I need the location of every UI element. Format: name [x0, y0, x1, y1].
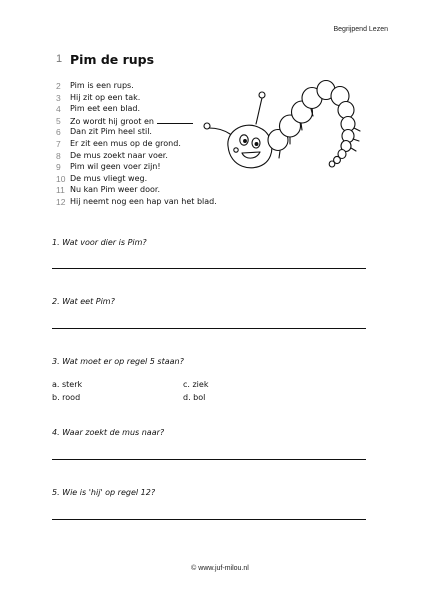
- answer-line-5[interactable]: [52, 519, 366, 520]
- option-d[interactable]: d. bol: [183, 393, 206, 402]
- answer-line-2[interactable]: [52, 328, 366, 329]
- question-3: 3. Wat moet er op regel 5 staan?: [52, 357, 184, 366]
- line-number: 3: [56, 92, 61, 103]
- question-4: 4. Waar zoekt de mus naar?: [52, 428, 165, 437]
- story-title: Pim de rups: [70, 52, 155, 67]
- question-5: 5. Wie is 'hij' op regel 12?: [52, 488, 156, 497]
- line-text: Pim is een rups.: [70, 81, 134, 90]
- option-a[interactable]: a. sterk: [52, 380, 83, 389]
- answer-line-4[interactable]: [52, 459, 366, 460]
- line-number: 8: [56, 150, 61, 161]
- option-b[interactable]: b. rood: [52, 393, 81, 402]
- story-line: [56, 197, 266, 209]
- line-text: De mus vliegt weg.: [70, 173, 148, 183]
- fill-in-blank: [157, 116, 193, 124]
- option-c[interactable]: c. ziek: [183, 380, 209, 389]
- line-text-with-blank: [70, 116, 193, 126]
- line-text: Er zit een mus op de grond.: [70, 138, 181, 148]
- question-1: 1. Wat voor dier is Pim?: [52, 238, 147, 247]
- line-number: 5: [56, 115, 61, 126]
- line-number: 12: [56, 196, 66, 207]
- title-line-number: 1: [56, 53, 63, 65]
- line-number: 11: [56, 185, 65, 196]
- footer-copyright: © www.juf-milou.nl: [191, 565, 249, 572]
- story-line: [56, 185, 266, 197]
- answer-line-1[interactable]: [52, 268, 366, 269]
- line-number: 6: [56, 127, 61, 138]
- caterpillar-illustration-icon: [200, 76, 375, 186]
- line-text: Pim wil geen voer zijn!: [70, 162, 161, 172]
- line-text: Hij neemt nog een hap van het blad.: [70, 196, 217, 206]
- line-text: De mus zoekt naar voer.: [70, 150, 168, 160]
- line-number: 2: [56, 81, 61, 91]
- line-number: 7: [56, 138, 61, 149]
- line-text: Zo wordt hij groot en: [70, 116, 154, 126]
- line-text: Nu kan Pim weer door.: [70, 185, 160, 195]
- line-number: 10: [56, 173, 66, 184]
- question-2: 2. Wat eet Pim?: [52, 297, 115, 306]
- line-text: Dan zit Pim heel stil.: [70, 127, 152, 137]
- line-number: 9: [56, 162, 61, 173]
- line-text: Hij zit op een tak.: [70, 92, 141, 102]
- subject-header: Begrijpend Lezen: [333, 26, 388, 33]
- line-number: 4: [56, 104, 61, 115]
- line-text: Pim eet een blad.: [70, 104, 141, 114]
